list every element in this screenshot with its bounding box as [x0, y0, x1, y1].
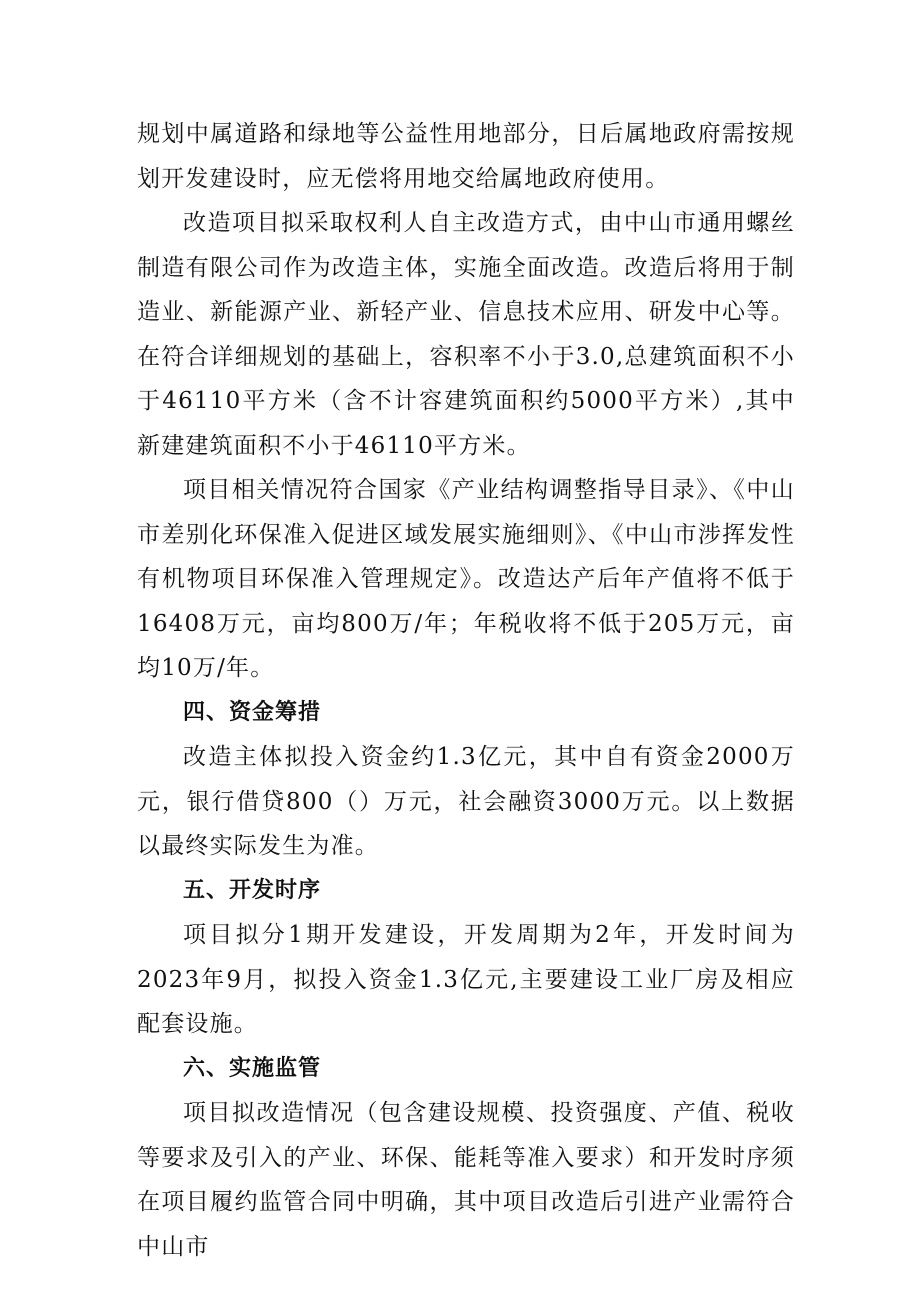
paragraph-land-handover: 规划中属道路和绿地等公益性用地部分，日后属地政府需按规划开发建设时，应无偿将用地交给属地政府使用。 [137, 121, 795, 192]
paragraph-compliance-output: 项目相关情况符合国家《产业结构调整指导目录》、《中山市差别化环保准入促进区域发展实施细则》、《中山市涉挥发性有机物项目环保准入管理规定》。改造达产后年产值将不低于16408万元，亩均800万/年；年税收将不低于205万元，亩均10万/年。 [137, 477, 795, 681]
paragraph-renovation-plan: 改造项目拟采取权利人自主改造方式，由中山市通用螺丝制造有限公司作为改造主体，实施全面改造。改造后将用于制造业、新能源产业、新轻产业、信息技术应用、研发中心等。在符合详细规划的基础上，容积率不小于3.0,总建筑面积不小于46110平方米（含不计容建筑面积约5000平方米）,其中新建建筑面积不小于46110平方米。 [137, 210, 795, 459]
section-heading-supervision: 六、实施监管 [183, 1055, 322, 1081]
paragraph-funding: 改造主体拟投入资金约1.3亿元，其中自有资金2000万元，银行借贷800（）万元，社会融资3000万元。以上数据以最终实际发生为准。 [137, 744, 795, 859]
paragraph-supervision: 项目拟改造情况（包含建设规模、投资强度、产值、税收等要求及引入的产业、环保、能耗等准入要求）和开发时序须在项目履约监管合同中明确，其中项目改造后引进产业需符合中山市 [137, 1100, 795, 1260]
section-heading-schedule: 五、开发时序 [183, 877, 322, 903]
section-heading-funding: 四、资金筹措 [183, 699, 322, 725]
document-body [137, 112, 795, 1269]
paragraph-schedule: 项目拟分1期开发建设，开发周期为2年，开发时间为2023年9月，拟投入资金1.3亿元,主要建设工业厂房及相应配套设施。 [137, 922, 795, 1037]
